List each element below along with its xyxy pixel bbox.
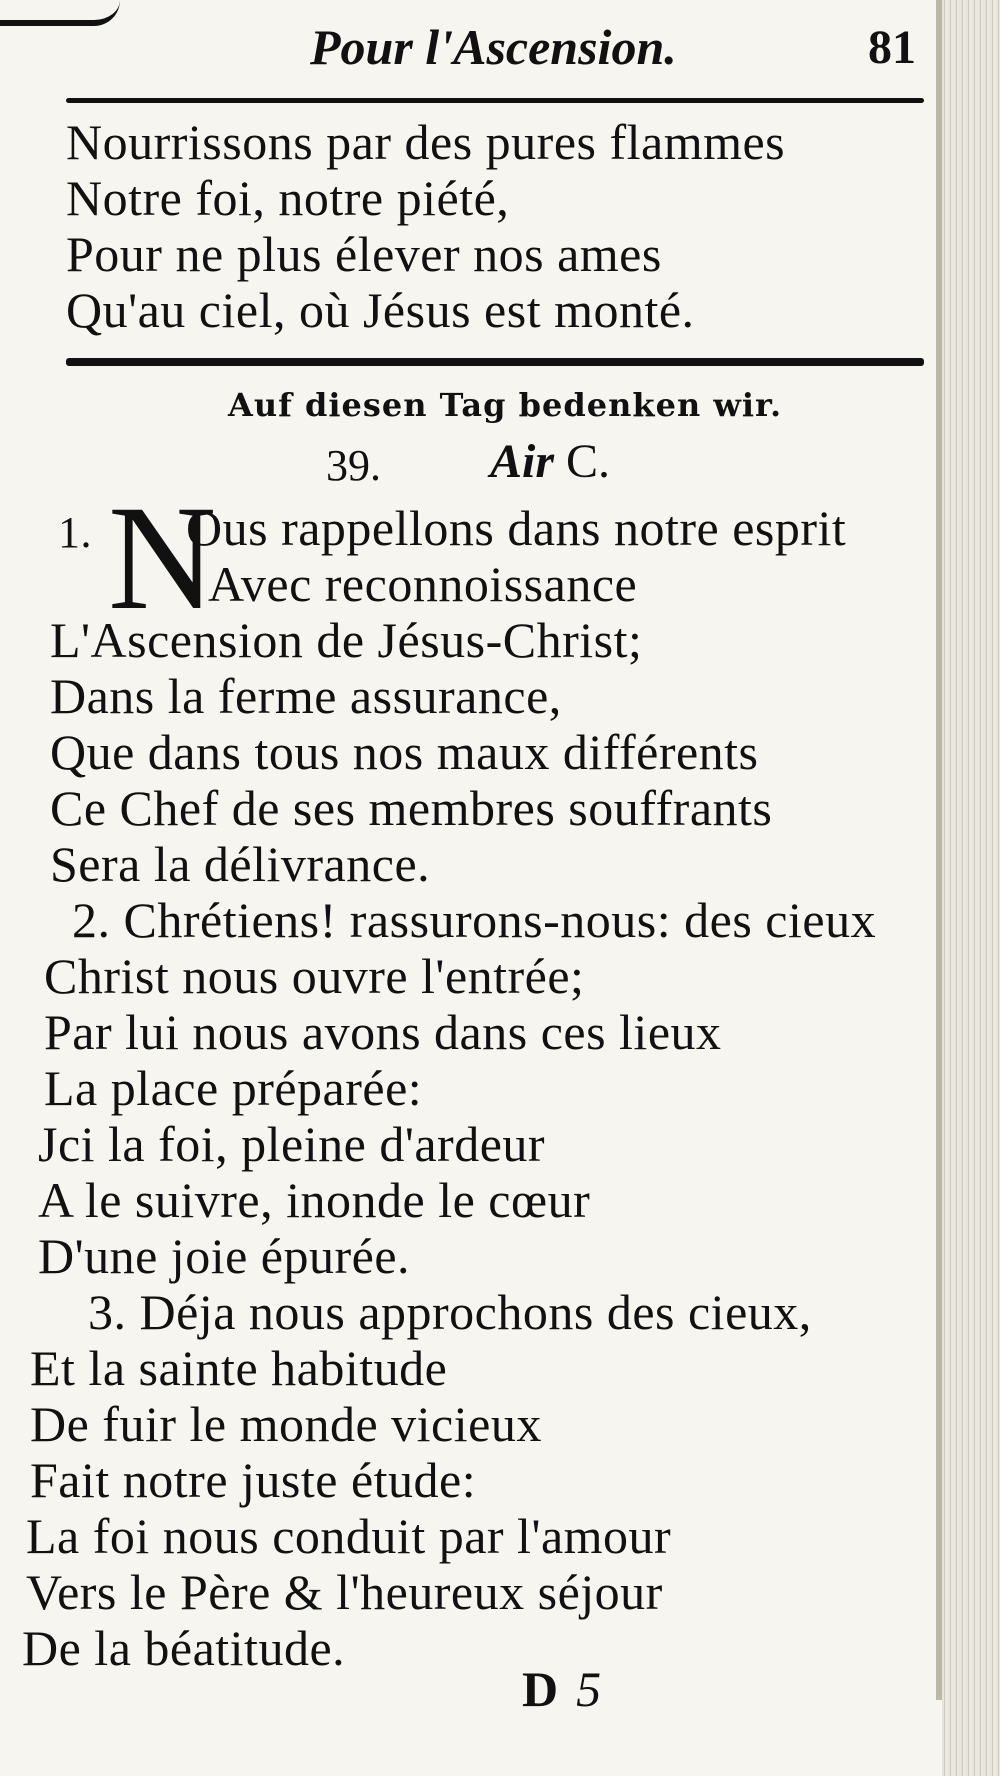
text-line: Christ nous ouvre l'entrée;: [44, 948, 585, 1004]
text-line: Avec reconnoissance: [208, 556, 638, 612]
text-line: La foi nous conduit par l'amour: [26, 1508, 672, 1564]
text-line: 2. Chrétiens! rassurons-nous: des cieux: [72, 892, 877, 948]
text-line: Que dans tous nos maux différents: [50, 724, 759, 780]
text-line: La place préparée:: [44, 1060, 423, 1116]
page-edge-shadow: [936, 0, 942, 1700]
text-line: De la béatitude.: [22, 1620, 346, 1676]
text-line: D'une joie épurée.: [38, 1228, 411, 1284]
signature-mark: [522, 1660, 601, 1718]
text-line: Fait notre juste étude:: [30, 1452, 477, 1508]
text-line: Sera la délivrance.: [50, 836, 431, 892]
signature-number: 5: [576, 1661, 602, 1717]
text-line: De fuir le monde vicieux: [30, 1396, 542, 1452]
text-line: Pour ne plus élever nos ames: [66, 226, 662, 282]
running-header: [0, 10, 940, 80]
air-label: Air: [490, 435, 555, 488]
section-rule: [66, 358, 924, 366]
text-line: Ce Chef de ses membres souffrants: [50, 780, 773, 836]
header-rule: [66, 98, 924, 103]
hymn-number: 39.: [326, 441, 381, 490]
signature-letter: D: [522, 1661, 559, 1717]
text-line: A le suivre, inonde le cœur: [38, 1172, 591, 1228]
text-line: Nourrissons par des pures flammes: [66, 114, 786, 170]
drop-cap: N: [108, 475, 217, 641]
text-line: Par lui nous avons dans ces lieux: [44, 1004, 722, 1060]
tune-label: [490, 434, 610, 489]
text-line: Vers le Père & l'heureux séjour: [26, 1564, 663, 1620]
text-line: 3. Déja nous approchons des cieux,: [88, 1284, 812, 1340]
text-line: L'Ascension de Jésus-Christ;: [50, 612, 643, 668]
air-letter: C.: [566, 435, 611, 488]
running-title: Pour l'Ascension.: [310, 19, 677, 75]
text-line: Dans la ferme assurance,: [50, 668, 562, 724]
text-line: Qu'au ciel, où Jésus est monté.: [66, 282, 695, 338]
text-line: Jci la foi, pleine d'ardeur: [38, 1116, 546, 1172]
text-line: Notre foi, notre piété,: [66, 170, 510, 226]
text-line: Ous rappellons dans notre esprit: [186, 500, 847, 556]
page-edge: [942, 0, 1000, 1776]
german-hymn-heading: Auf diesen Tag bedenken wir.: [228, 386, 783, 424]
page-number: 81: [868, 21, 916, 74]
text-line: Et la sainte habitude: [30, 1340, 448, 1396]
verse-number: 1.: [58, 508, 92, 557]
